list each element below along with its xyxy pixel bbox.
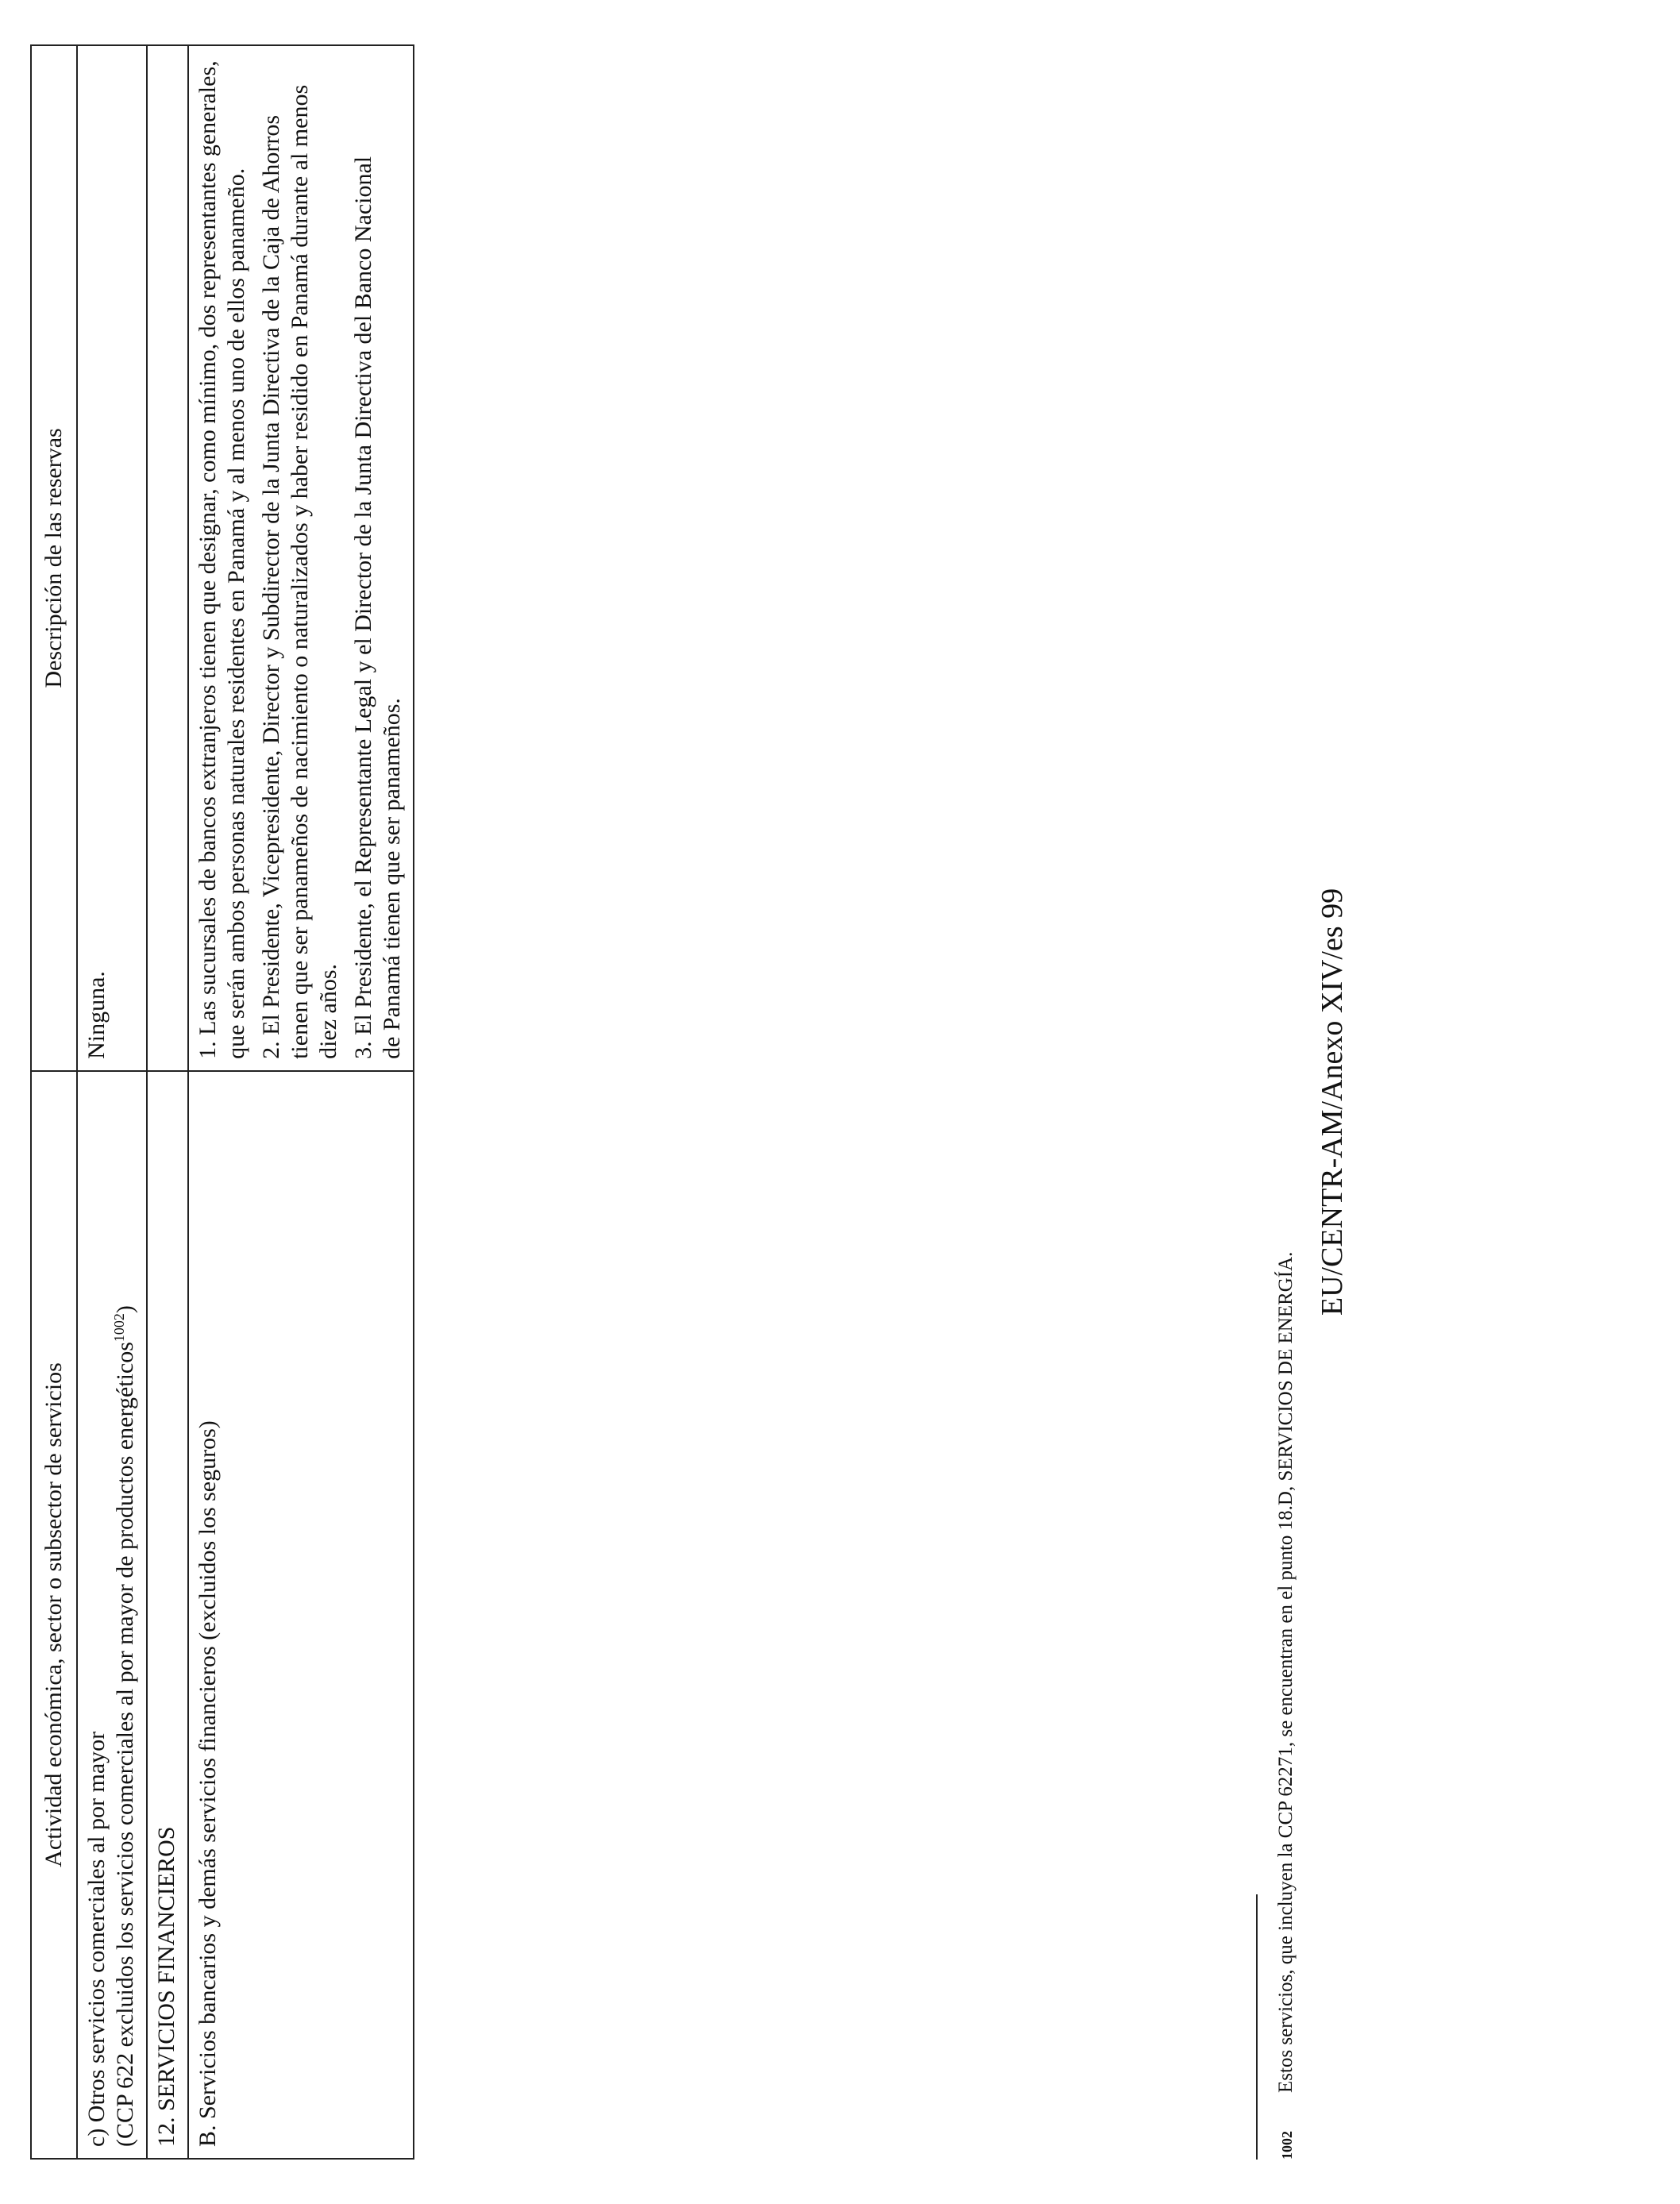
activity-cell: B. Servicios bancarios y demás servicios financieros (excluidos los seguros) — [188, 1071, 414, 2159]
activity-line-suffix: ) — [112, 1305, 138, 1314]
header-activity: Actividad económica, sector o subsector de servicios — [31, 1071, 77, 2159]
header-description: Descripción de las reservas — [31, 45, 77, 1071]
reservations-table — [30, 44, 414, 2160]
footnote-divider — [1256, 1894, 1258, 2160]
reservation-paragraph: de Panamá tienen que ser panameños. — [379, 698, 405, 1059]
reservation-paragraph: 2. El Presidente, Vicepresidente, Director y Subdirector de la Junta Directiva de la Caja de Ahorros tienen que ser panameños de nacimiento o naturalizados y haber residido en Panamá durante al menos diez años. — [258, 84, 341, 1059]
table-row — [77, 45, 147, 2159]
table-header-row — [31, 45, 77, 2159]
description-cell: Ninguna. — [77, 45, 147, 1071]
footnote-number: 1002 — [1279, 2131, 1295, 2160]
activity-line-text: (CCP 622 excluidos los servicios comerciales al por mayor de productos energéticos — [112, 1342, 138, 2147]
description-cell — [147, 45, 188, 1071]
table-row — [147, 45, 188, 2159]
footnote-reference: 1002 — [111, 1313, 127, 1343]
reservation-paragraph: 3. El Presidente, el Representante Legal y el Director de la Junta Directiva del Banco Nacional — [350, 156, 376, 1059]
activity-line — [111, 1083, 140, 2147]
activity-cell — [77, 1071, 147, 2159]
section-heading-cell: 12. SERVICIOS FINANCIEROS — [147, 1071, 188, 2159]
footnote-text: Estos servicios, que incluyen la CCP 62271, se encuentran en el punto 18.D, SERVICIOS DE ENERGÍA. — [1275, 1251, 1297, 2093]
footnote — [1273, 95, 1300, 2160]
description-cell — [188, 45, 414, 1071]
table-row — [188, 45, 414, 2159]
reservation-paragraph: 1. Las sucursales de bancos extranjeros tienen que designar, como mínimo, dos representantes generales, que serán ambos personas naturales residentes en Panamá y al menos uno de ellos panameño. — [195, 60, 249, 1059]
page-reference: EU/CENTR-AM/Anexo XIV/es 99 — [1316, 888, 1349, 1316]
activity-line: c) Otros servicios comerciales al por mayor — [83, 1731, 110, 2147]
